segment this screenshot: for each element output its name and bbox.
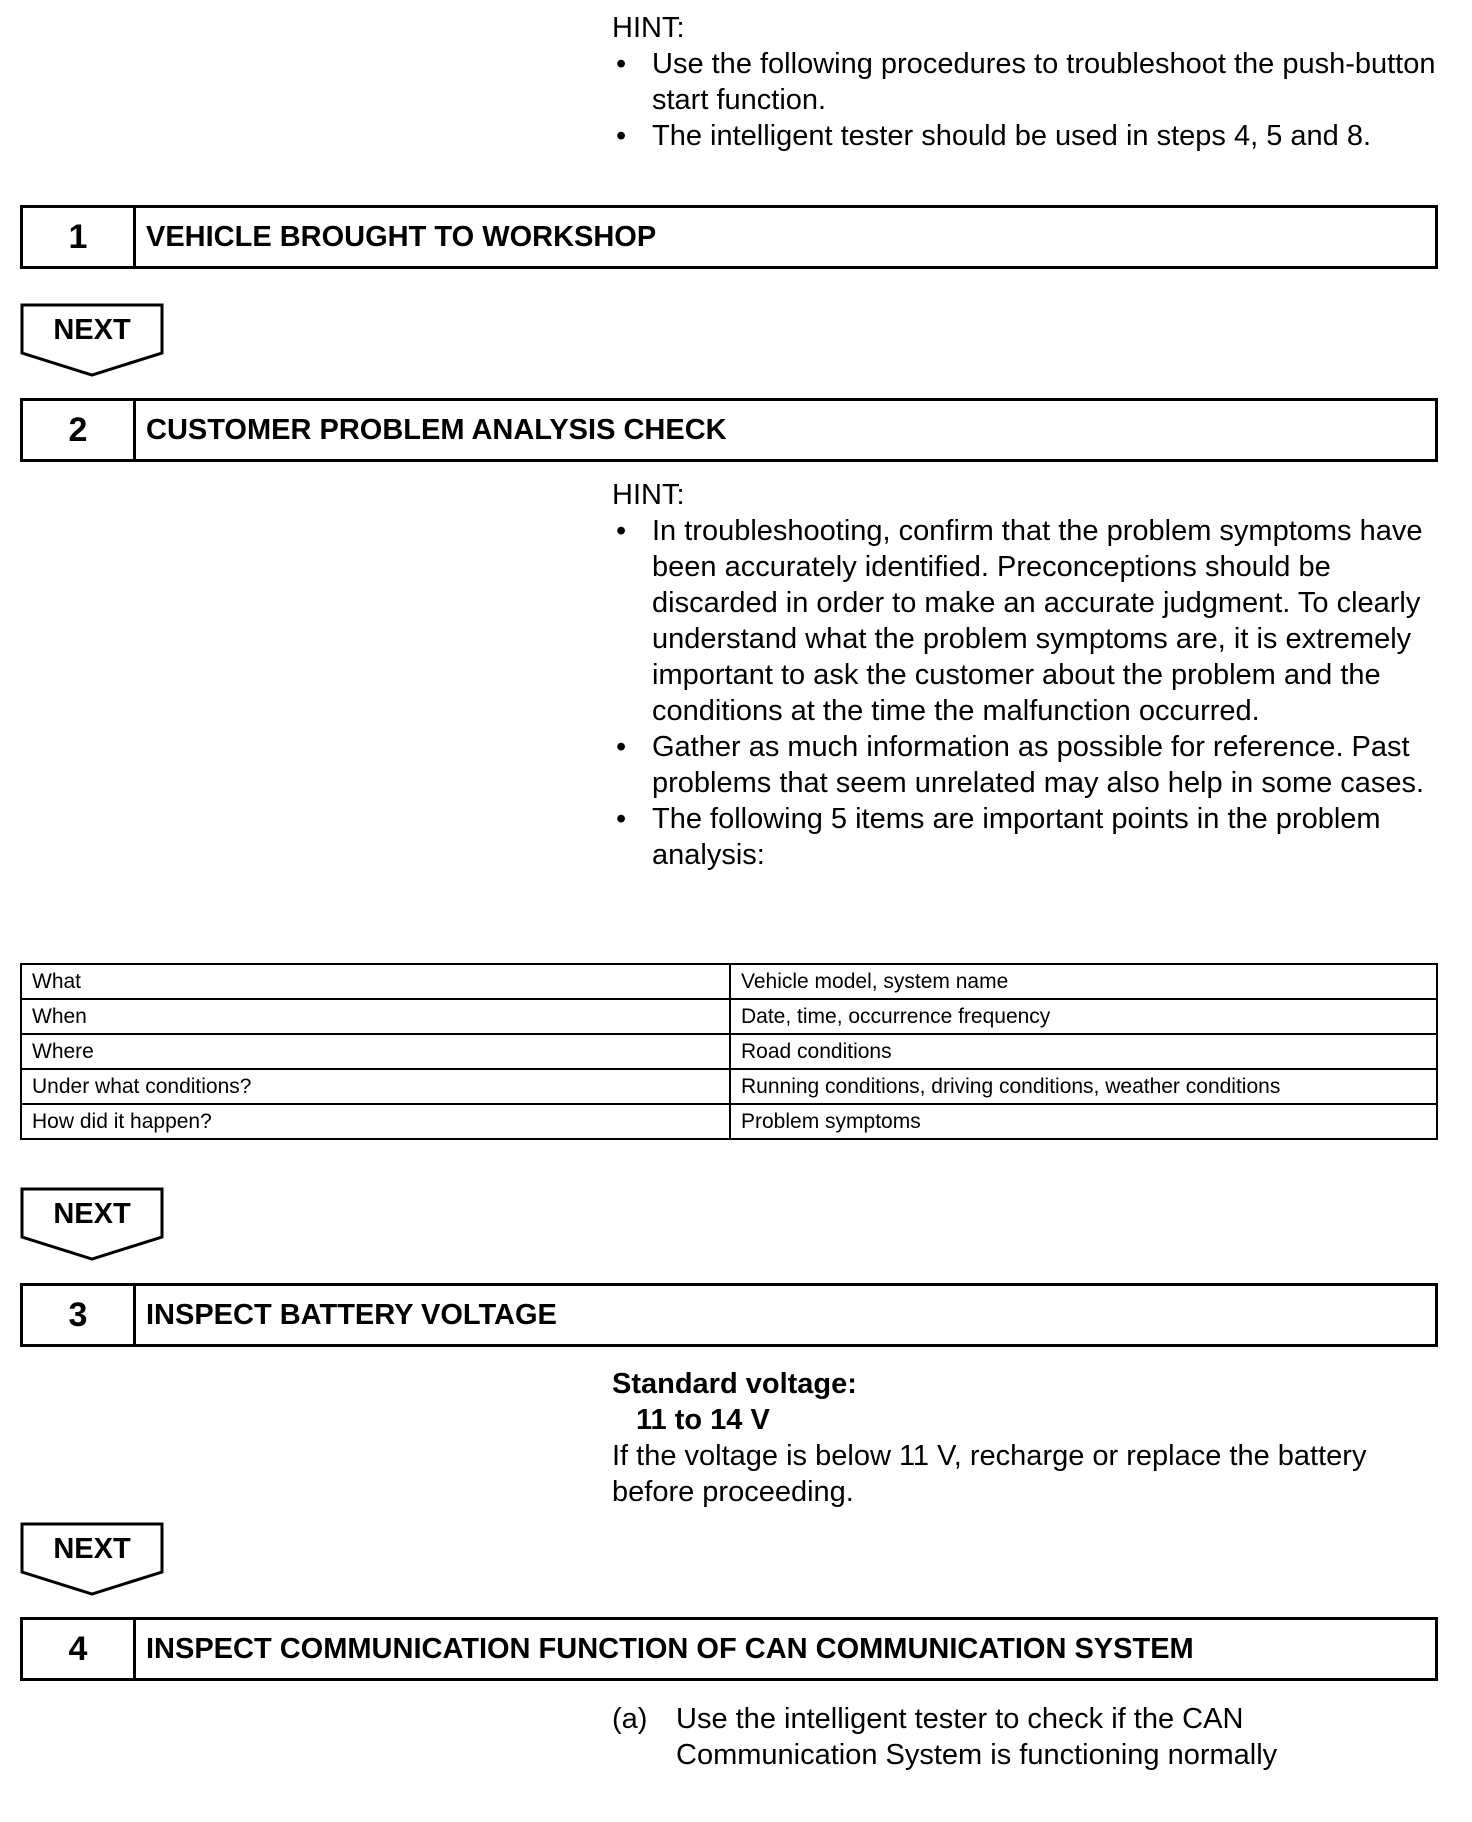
spec-value: 11 to 14 V xyxy=(636,1404,770,1436)
table-cell: Where xyxy=(21,1034,730,1069)
step-title: VEHICLE BROUGHT TO WORKSHOP xyxy=(146,220,657,253)
table-cell: Vehicle model, system name xyxy=(730,964,1437,999)
table-cell: Problem symptoms xyxy=(730,1104,1437,1139)
next-arrow xyxy=(20,1522,168,1598)
table-row xyxy=(21,999,1437,1034)
spec-note: If the voltage is below 11 V, recharge or replace the battery before proceeding. xyxy=(612,1440,1367,1508)
step-number: 1 xyxy=(23,208,136,266)
hint-bullet: • The following 5 items are important points in the problem analysis: xyxy=(612,801,1452,873)
step-2-hint xyxy=(612,477,1452,873)
hint-label: HINT: xyxy=(612,12,685,44)
table-row xyxy=(21,1104,1437,1139)
step-3-body xyxy=(612,1366,1452,1510)
table-cell: When xyxy=(21,999,730,1034)
sub-step xyxy=(612,1701,1452,1773)
hint-bullet: • Use the following procedures to troubleshoot the push-button start function. xyxy=(612,46,1452,118)
spec-label: Standard voltage: xyxy=(612,1368,857,1400)
table-cell: Under what conditions? xyxy=(21,1069,730,1104)
step-4-body xyxy=(612,1701,1452,1773)
step-title: INSPECT COMMUNICATION FUNCTION OF CAN COMMUNICATION SYSTEM xyxy=(146,1632,1194,1665)
table-cell: Date, time, occurrence frequency xyxy=(730,999,1437,1034)
next-arrow xyxy=(20,1187,168,1263)
step-4-header xyxy=(20,1617,1438,1681)
table-row xyxy=(21,1034,1437,1069)
table-cell: Road conditions xyxy=(730,1034,1437,1069)
table-row xyxy=(21,1069,1437,1104)
next-label: NEXT xyxy=(53,314,131,346)
hint-label: HINT: xyxy=(612,479,685,511)
intro-hint xyxy=(612,10,1452,154)
table-cell: What xyxy=(21,964,730,999)
hint-list xyxy=(612,46,1452,154)
table-cell: Running conditions, driving conditions, weather conditions xyxy=(730,1069,1437,1104)
hint-bullet: • The intelligent tester should be used in steps 4, 5 and 8. xyxy=(612,118,1452,154)
table-cell: How did it happen? xyxy=(21,1104,730,1139)
next-arrow xyxy=(20,303,168,379)
step-2-header xyxy=(20,398,1438,462)
next-label: NEXT xyxy=(53,1533,131,1565)
step-number: 4 xyxy=(23,1620,136,1678)
sub-step-text: Use the intelligent tester to check if the CAN Communication System is functioning normally xyxy=(676,1703,1278,1771)
problem-analysis-table xyxy=(20,963,1438,1140)
hint-bullet: • In troubleshooting, confirm that the problem symptoms have been accurately identified. Preconceptions should be discarded in order to make an accurate judgment. To clearly understand what the problem symptoms are, it is extremely important to ask the customer about the problem and the conditions at the time the malfunction occurred. xyxy=(612,513,1452,729)
step-number: 2 xyxy=(23,401,136,459)
step-number: 3 xyxy=(23,1286,136,1344)
step-title: CUSTOMER PROBLEM ANALYSIS CHECK xyxy=(146,413,727,446)
hint-list xyxy=(612,513,1452,873)
step-title: INSPECT BATTERY VOLTAGE xyxy=(146,1298,557,1331)
sub-step-mark: (a) xyxy=(612,1703,648,1735)
step-1-header xyxy=(20,205,1438,269)
step-3-header xyxy=(20,1283,1438,1347)
hint-bullet: • Gather as much information as possible for reference. Past problems that seem unrelated may also help in some cases. xyxy=(612,729,1452,801)
next-label: NEXT xyxy=(53,1198,131,1230)
table-row xyxy=(21,964,1437,999)
